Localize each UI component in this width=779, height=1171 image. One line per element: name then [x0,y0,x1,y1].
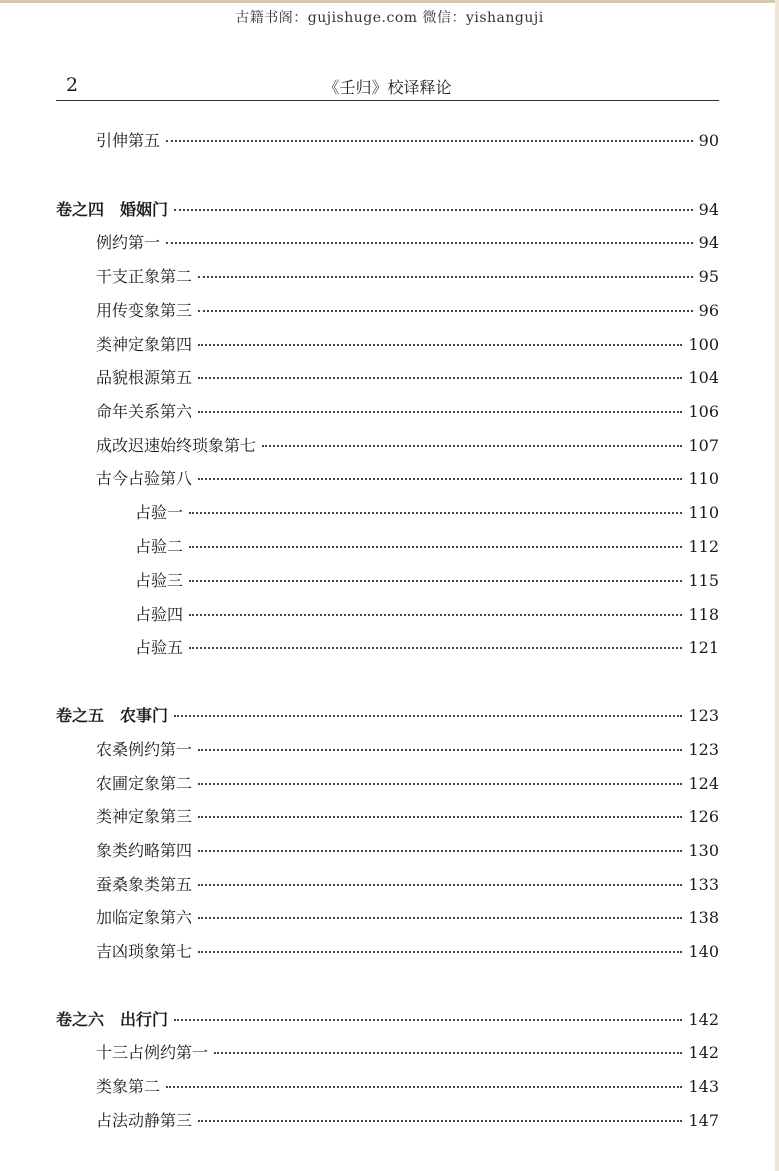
leader-dots [198,395,682,413]
toc-chapter-page: 123 [688,706,719,725]
toc-entry-label: 农桑例约第一 [96,740,193,759]
toc-entry[interactable] [96,771,719,797]
leader-dots [166,226,693,244]
toc-chapter[interactable] [56,703,719,729]
toc-entry-label: 品貌根源第五 [96,368,193,387]
leader-dots [198,328,682,346]
page-number: 2 [66,74,79,96]
toc-entry[interactable] [96,365,719,391]
toc-chapter-label [56,703,168,726]
toc-entry[interactable] [96,1108,719,1134]
leader-dots [189,530,682,548]
toc-entry-page: 124 [688,774,719,793]
toc-entry-label: 农圃定象第二 [96,774,193,793]
toc-entry[interactable] [96,872,719,898]
toc-entry-label: 占验三 [135,571,184,590]
leader-dots [198,462,682,480]
leader-dots [198,868,682,886]
toc-entry[interactable] [96,128,719,154]
toc-entry[interactable] [96,804,719,830]
toc-entry-page: 140 [688,942,719,961]
toc-entry-label: 占验二 [135,537,184,556]
toc-entry-page: 106 [688,402,719,421]
toc-entry-page: 130 [688,841,719,860]
toc-entry-label: 吉凶琐象第七 [96,942,193,961]
toc-entry-label: 加临定象第六 [96,908,193,927]
toc-entry[interactable] [96,838,719,864]
toc-entry-label: 古今占验第八 [96,469,193,488]
toc-entry-page: 142 [688,1043,719,1062]
leader-dots [198,733,682,751]
leader-dots [214,1036,682,1054]
watermark: 古籍书阁：gujishuge.com 微信：yishanguji [235,10,544,26]
leader-dots [198,260,693,278]
toc-entry[interactable] [96,433,719,459]
leader-dots [198,361,682,379]
toc-entry-label: 引伸第五 [96,131,161,150]
toc-entry-page: 112 [688,537,719,556]
toc-entry-label: 类象第二 [96,1077,161,1096]
toc-entry-label: 类神定象第四 [96,335,193,354]
chapter-number: 卷之五 [56,706,105,725]
toc-entry[interactable] [96,1074,719,1100]
toc-entry[interactable] [96,939,719,965]
toc-entry-label: 象类约略第四 [96,841,193,860]
toc-entry-label: 占法动静第三 [96,1111,193,1130]
toc-entry-page: 138 [688,908,719,927]
toc-entry-label: 占验一 [135,503,184,522]
toc-entry-page: 100 [688,335,719,354]
toc-entry[interactable] [96,399,719,425]
leader-dots [174,699,682,717]
toc-entry-page: 115 [688,571,719,590]
chapter-name: 农事门 [120,706,169,725]
toc-chapter[interactable] [56,1007,719,1033]
toc-entry-page: 123 [688,740,719,759]
toc-entry-page: 110 [688,469,719,488]
leader-dots [189,564,682,582]
leader-dots [262,429,682,447]
toc-entry-page: 110 [688,503,719,522]
toc-entry-page: 133 [688,875,719,894]
leader-dots [198,800,682,818]
toc-subentry[interactable] [135,534,719,560]
running-title: 《壬归》校译释论 [323,78,452,97]
leader-dots [174,1003,682,1021]
toc-chapter-page: 142 [688,1010,719,1029]
toc-subentry[interactable] [135,602,719,628]
toc-entry-label: 占验五 [135,638,184,657]
toc-entry[interactable] [96,905,719,931]
toc-entry[interactable] [96,737,719,763]
toc-entry[interactable] [96,230,719,256]
toc-entry-page: 147 [688,1111,719,1130]
toc-chapter[interactable] [56,197,719,223]
toc-entry-label: 占验四 [135,605,184,624]
toc-chapter-label [56,1007,168,1030]
toc-entry-page: 126 [688,807,719,826]
chapter-name: 婚姻门 [120,200,169,219]
toc-entry-page: 94 [698,233,719,252]
toc-entry-page: 104 [688,368,719,387]
toc-entry-label: 类神定象第三 [96,807,193,826]
toc-entry-page: 90 [698,131,719,150]
leader-dots [198,935,682,953]
toc-entry[interactable] [96,298,719,324]
toc-entry[interactable] [96,264,719,290]
leader-dots [166,124,693,142]
toc-entry[interactable] [96,332,719,358]
leader-dots [198,1104,682,1122]
toc-entry[interactable] [96,1040,719,1066]
toc-entry-label: 命年关系第六 [96,402,193,421]
leader-dots [189,631,682,649]
toc-entry-label: 蚕桑象类第五 [96,875,193,894]
leader-dots [198,294,693,312]
toc-entry-page: 107 [688,436,719,455]
toc-entry[interactable] [96,466,719,492]
leader-dots [166,1070,682,1088]
toc-entry-label: 十三占例约第一 [96,1043,209,1062]
toc-entry-label: 例约第一 [96,233,161,252]
toc-subentry[interactable] [135,568,719,594]
leader-dots [189,496,682,514]
toc-entry-page: 121 [688,638,719,657]
toc-entry-page: 118 [688,605,719,624]
chapter-name: 出行门 [120,1010,169,1029]
chapter-number: 卷之六 [56,1010,105,1029]
leader-dots [198,901,682,919]
leader-dots [198,834,682,852]
leader-dots [198,767,682,785]
toc-chapter-page: 94 [698,200,719,219]
leader-dots [174,193,693,211]
toc-entry-page: 95 [698,267,719,286]
toc-entry-page: 96 [698,301,719,320]
toc-subentry[interactable] [135,635,719,661]
toc-entry-page: 143 [688,1077,719,1096]
toc-entry-label: 干支正象第二 [96,267,193,286]
toc-entry-label: 用传变象第三 [96,301,193,320]
toc-chapter-label [56,197,168,220]
toc-entry-label: 成改迟速始终琐象第七 [96,436,257,455]
toc-subentry[interactable] [135,500,719,526]
chapter-number: 卷之四 [56,200,105,219]
leader-dots [189,598,682,616]
